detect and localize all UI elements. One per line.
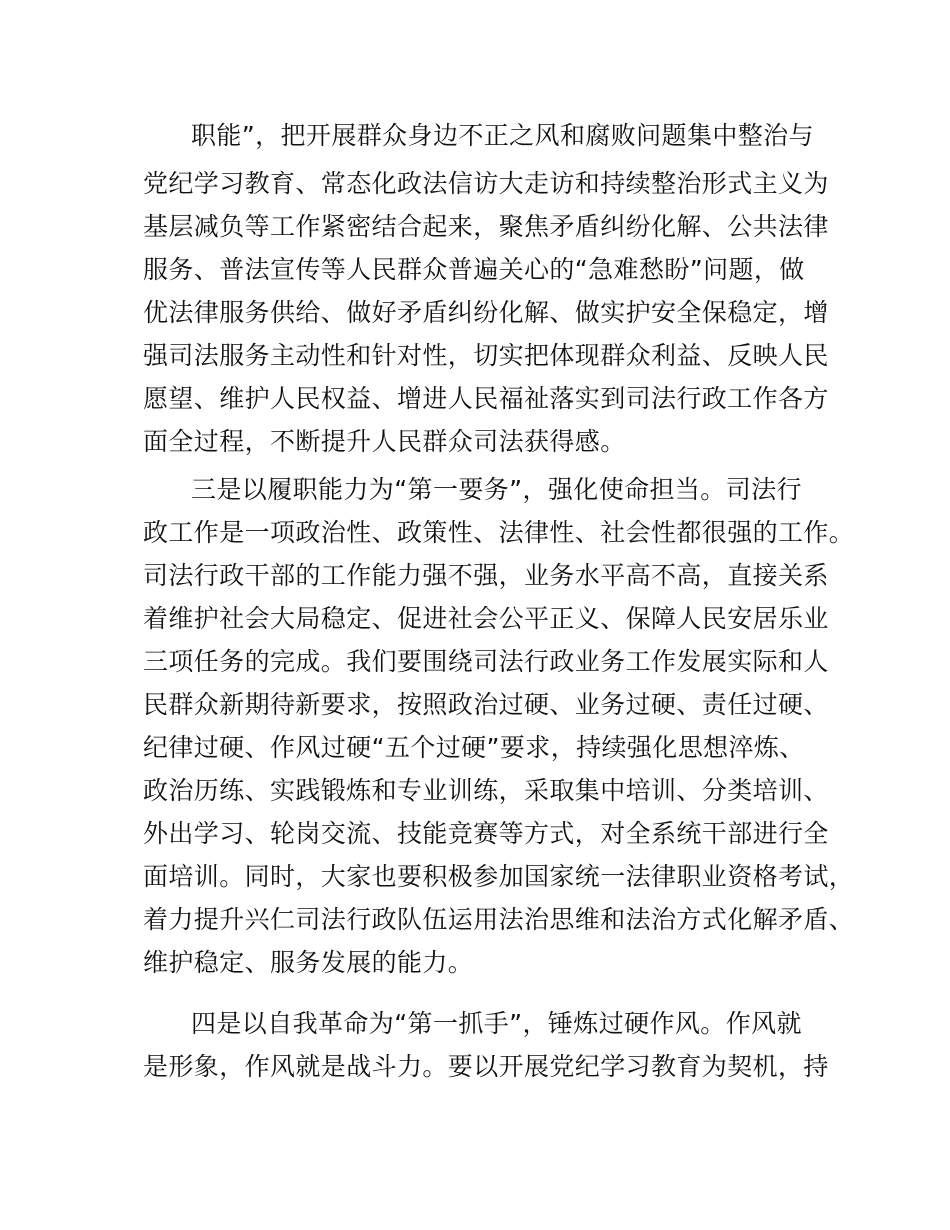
text-line: 三是以履职能力为“第一要务”，强化使命担当。司法行 — [191, 475, 802, 504]
text-line: 是形象，作风就是战斗力。要以开展党纪学习教育为契机，持 — [143, 1052, 829, 1081]
text-line: 强司法服务主动性和针对性，切实把体现群众利益、反映人民 — [143, 341, 829, 370]
text-line: 着维护社会大局稳定、促进社会公平正义、保障人民安居乐业 — [143, 604, 829, 633]
text-line: 职能”，把开展群众身边不正之风和腐败问题集中整治与 — [191, 121, 814, 150]
text-line: 民群众新期待新要求，按照政治过硬、业务过硬、责任过硬、 — [143, 690, 829, 719]
text-line: 党纪学习教育、常态化政法信访大走访和持续整治形式主义为 — [143, 169, 829, 198]
text-line: 优法律服务供给、做好矛盾纠纷化解、做实护安全保稳定，增 — [143, 298, 829, 327]
text-line: 面培训。同时，大家也要积极参加国家统一法律职业资格考试， — [143, 862, 855, 891]
text-line: 四是以自我革命为“第一抓手”，锤炼过硬作风。作风就 — [191, 1009, 802, 1038]
text-line: 维护稳定、服务发展的能力。 — [143, 948, 474, 977]
text-line: 外出学习、轮岗交流、技能竞赛等方式，对全系统干部进行全 — [143, 819, 829, 848]
text-line: 愿望、维护人民权益、增进人民福祉落实到司法行政工作各方 — [143, 384, 829, 413]
text-line: 司法行政干部的工作能力强不强，业务水平高不高，直接关系 — [143, 561, 829, 590]
text-line: 三项任务的完成。我们要围绕司法行政业务工作发展实际和人 — [143, 647, 829, 676]
text-line: 政治历练、实践锻炼和专业训练，采取集中培训、分类培训、 — [143, 776, 829, 805]
text-line: 基层减负等工作紧密结合起来，聚焦矛盾纠纷化解、公共法律 — [143, 212, 829, 241]
text-line: 纪律过硬、作风过硬“五个过硬”要求，持续强化思想淬炼、 — [143, 733, 805, 762]
text-line: 政工作是一项政治性、政策性、法律性、社会性都很强的工作。 — [143, 518, 855, 547]
text-line: 着力提升兴仁司法行政队伍运用法治思维和法治方式化解矛盾、 — [143, 905, 855, 934]
text-line: 服务、普法宣传等人民群众普遍关心的“急难愁盼”问题，做 — [143, 255, 805, 284]
text-line: 面全过程，不断提升人民群众司法获得感。 — [143, 427, 626, 456]
